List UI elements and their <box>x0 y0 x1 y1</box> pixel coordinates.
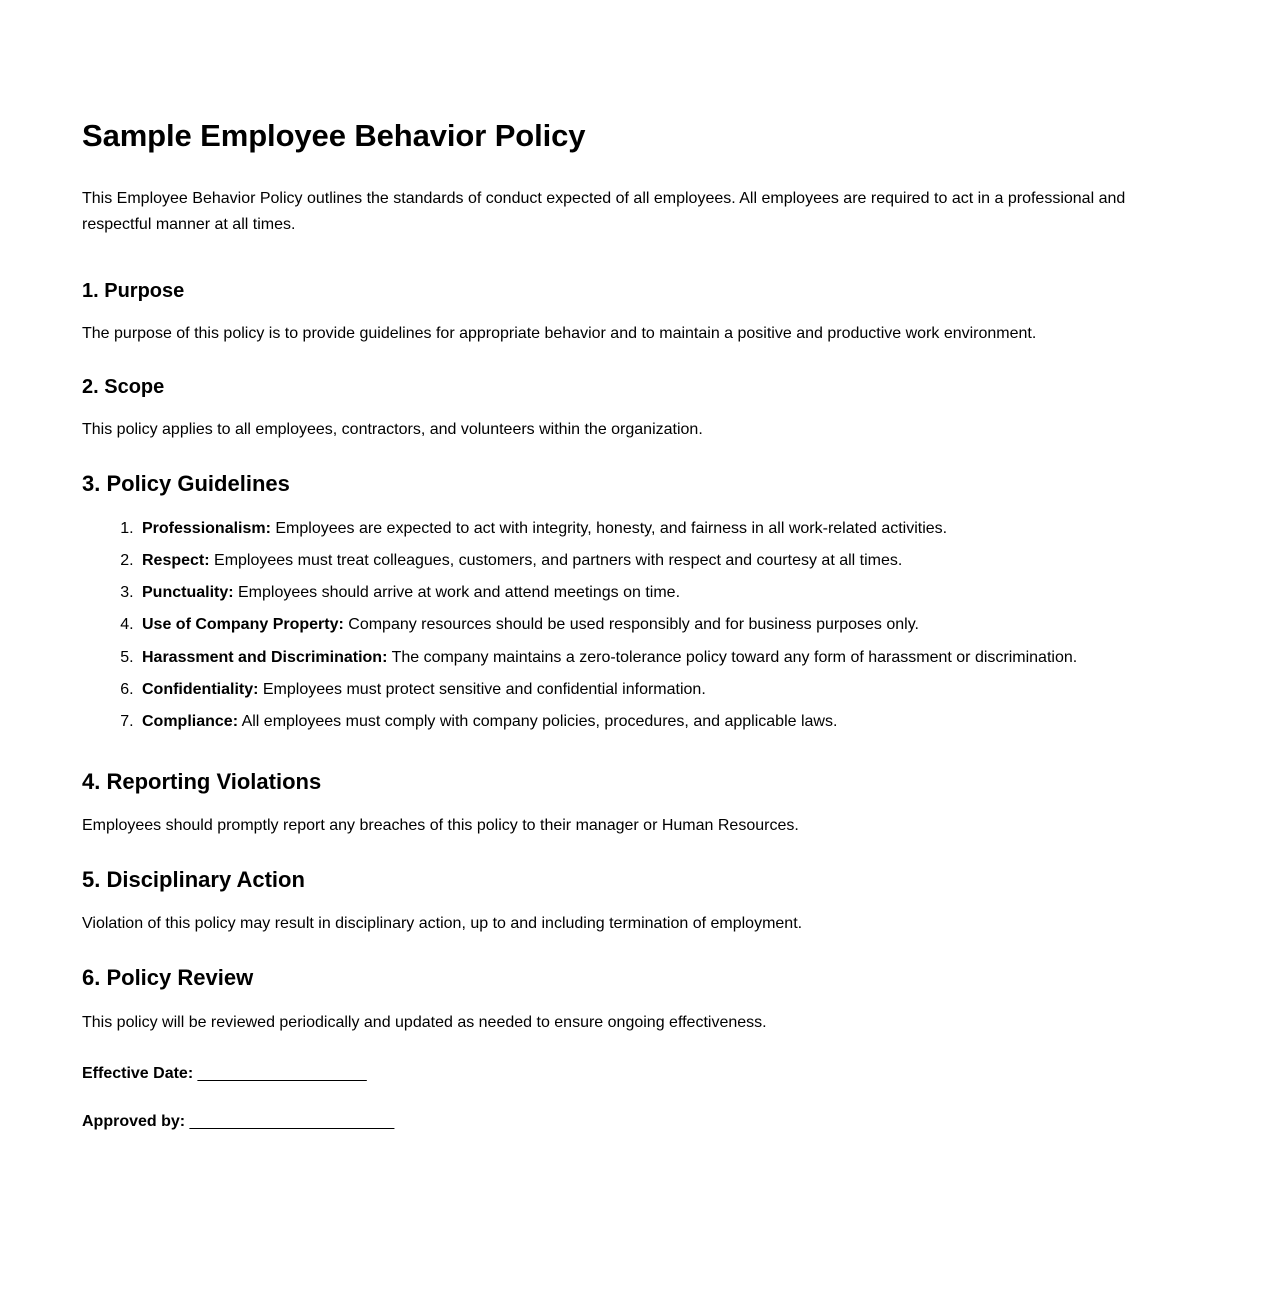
approved-by-field[interactable] <box>82 1109 1128 1135</box>
list-item <box>138 548 1128 573</box>
list-item-term: Punctuality: <box>142 584 234 602</box>
list-item-text: Company resources should be used responsibly and for business purposes only. <box>343 616 919 634</box>
list-item-text: The company maintains a zero-tolerance policy toward any form of harassment or discrimination. <box>387 648 1078 666</box>
section-heading-policy-guidelines: 3. Policy Guidelines <box>82 471 290 497</box>
section-heading-disciplinary-action: 5. Disciplinary Action <box>82 866 305 892</box>
list-item <box>138 612 1128 637</box>
section-heading-reporting-violations: 4. Reporting Violations <box>82 768 322 794</box>
section-heading-policy-review: 6. Policy Review <box>82 965 254 991</box>
section-purpose <box>82 279 1128 347</box>
list-item-text: Employees must protect sensitive and confidential information. <box>258 680 706 698</box>
section-heading-purpose: 1. Purpose <box>82 280 185 303</box>
section-body-disciplinary-action: Violation of this policy may result in disciplinary action, up to and including termination of employment. <box>82 915 803 933</box>
list-item-term: Use of Company Property: <box>142 616 344 634</box>
section-disciplinary-action <box>82 867 1128 937</box>
list-item-term: Harassment and Discrimination: <box>142 648 388 666</box>
list-item-term: Professionalism: <box>142 519 271 537</box>
section-scope <box>82 375 1128 443</box>
list-item-term: Confidentiality: <box>142 680 259 698</box>
effective-date-field[interactable] <box>82 1061 1128 1087</box>
page-title: Sample Employee Behavior Policy <box>82 118 586 153</box>
list-item-text: Employees must treat colleagues, customers, and partners with respect and courtesy at all times. <box>209 551 903 569</box>
section-body-purpose: The purpose of this policy is to provide guidelines for appropriate behavior and to maintain a positive and productive work environment. <box>82 325 1037 343</box>
section-body-scope: This policy applies to all employees, contractors, and volunteers within the organization. <box>82 421 703 439</box>
list-item <box>138 516 1128 541</box>
section-body-policy-review: This policy will be reviewed periodically and updated as needed to ensure ongoing effectiveness. <box>82 1013 767 1031</box>
approved-by-label: Approved by: <box>82 1113 186 1130</box>
list-item <box>138 645 1128 670</box>
list-item-term: Compliance: <box>142 713 239 731</box>
effective-date-blank[interactable]: ___________________ <box>193 1065 367 1083</box>
list-item-text: Employees are expected to act with integrity, honesty, and fairness in all work-related activities. <box>270 519 948 537</box>
list-item-text: Employees should arrive at work and attend meetings on time. <box>233 584 681 602</box>
section-body-reporting-violations: Employees should promptly report any breaches of this policy to their manager or Human Resources. <box>82 816 799 834</box>
list-item <box>138 580 1128 605</box>
policy-guidelines-list <box>82 516 1128 735</box>
list-item <box>138 677 1128 702</box>
effective-date-label: Effective Date: <box>82 1065 194 1083</box>
section-policy-review <box>82 965 1128 1035</box>
approved-by-blank[interactable]: _______________________ <box>185 1113 395 1130</box>
section-reporting-violations <box>82 769 1128 839</box>
list-item <box>138 709 1128 734</box>
section-policy-guidelines <box>82 471 1128 734</box>
intro-paragraph: This Employee Behavior Policy outlines the standards of conduct expected of all employees. All employees are required to act in a professional and respectful manner at all times. <box>82 189 1126 233</box>
list-item-text: All employees must comply with company policies, procedures, and applicable laws. <box>238 713 838 731</box>
list-item-term: Respect: <box>142 551 210 569</box>
section-heading-scope: 2. Scope <box>82 376 165 399</box>
